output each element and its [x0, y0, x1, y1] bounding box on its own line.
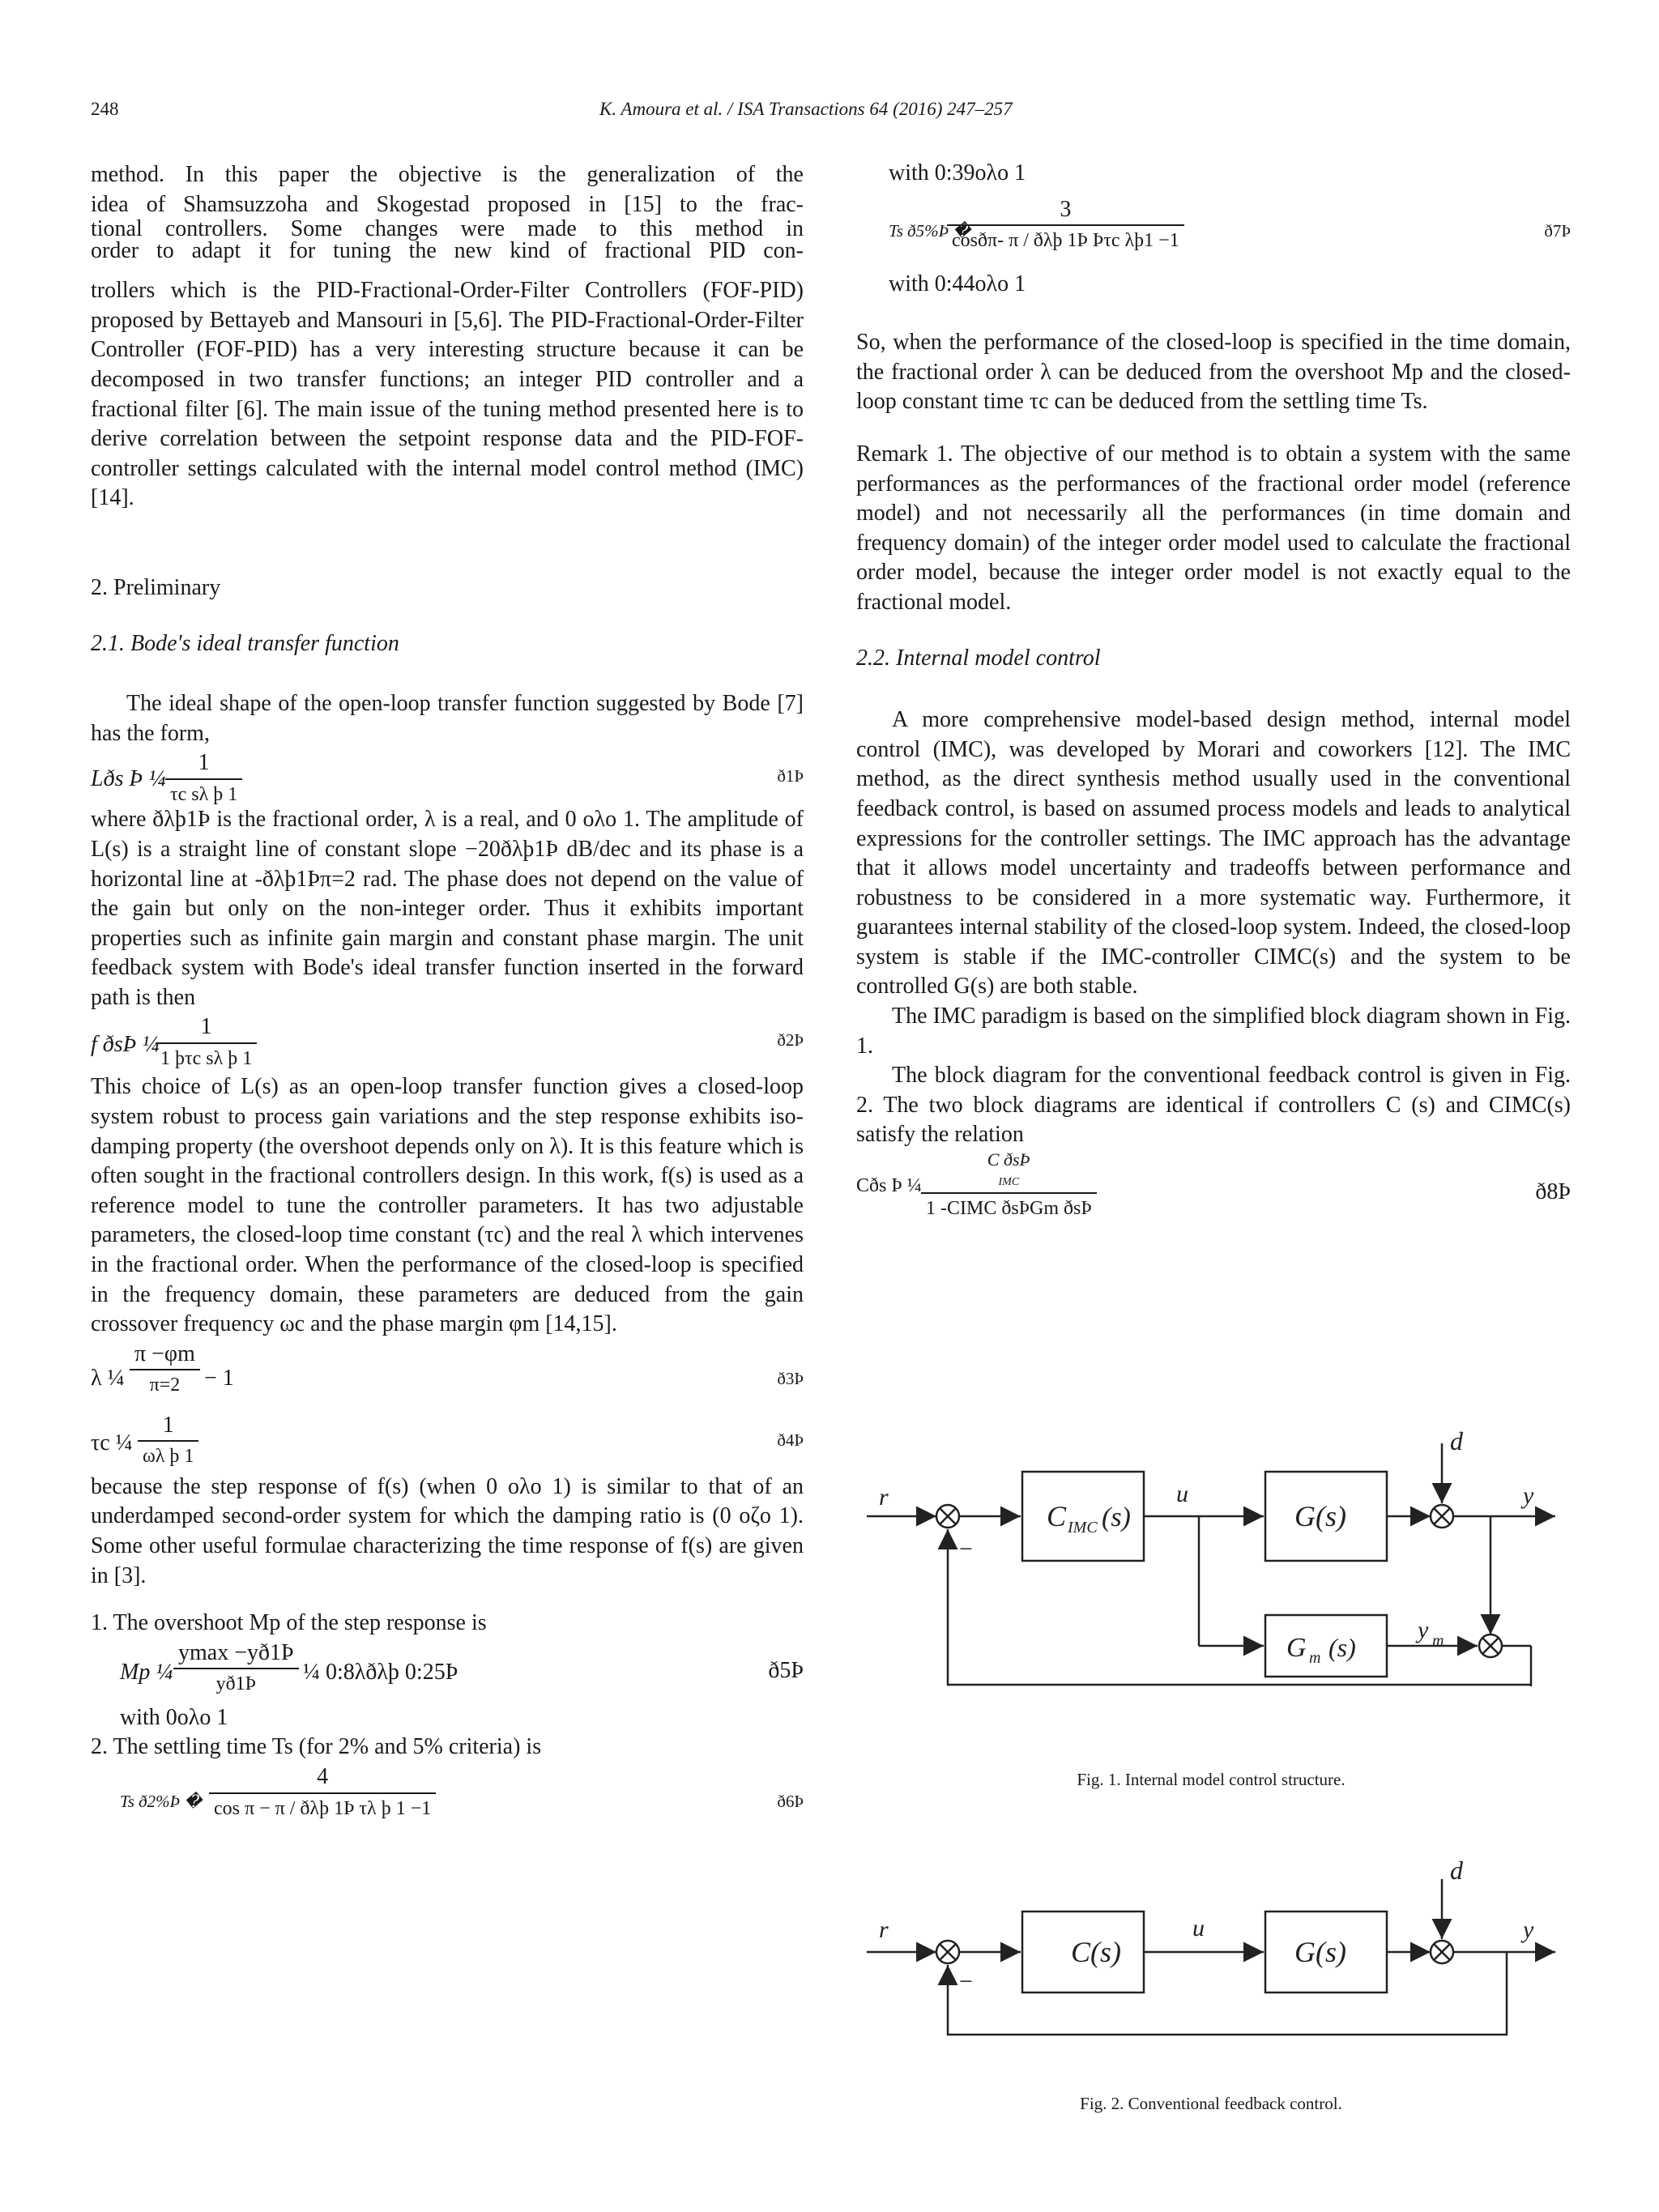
fig1-gm-subscript: m	[1309, 1649, 1321, 1667]
fig1-label-ym-subscript: m	[1432, 1632, 1444, 1650]
block-paragraph: The block diagram for the conventional feedback control is given in Fig. 2. The two block diagrams are identical if controllers C (s) and CIMC(s) satisfy the relation	[856, 1063, 1571, 1148]
eq8-lhs: Cðs Þ ¼	[856, 1175, 922, 1197]
eq3-tail: − 1	[204, 1365, 234, 1391]
fig1-cimc-label: C	[1047, 1500, 1067, 1532]
eq8-numerator-subscript: IMC	[998, 1176, 1020, 1189]
equation-6	[120, 1762, 804, 1831]
eq6-number: ð6Þ	[777, 1791, 804, 1811]
list-item-settling: 2. The settling time Ts (for 2% and 5% criteria) is	[91, 1734, 542, 1760]
running-citation: K. Amoura et al. / ISA Transactions 64 (2016) 247–257	[599, 99, 1013, 119]
eq8-number: ð8Þ	[1535, 1179, 1571, 1205]
intro-line: idea of Shamsuzzoha and Skogestad proposed in [15] to the frac-	[91, 191, 804, 217]
eq6-denominator: cos π − π / ðλþ 1Þ τλ þ 1 −1	[209, 1792, 436, 1824]
left-column	[91, 160, 804, 1831]
figure-2-caption: Fig. 2. Conventional feedback control.	[1080, 2094, 1342, 2113]
figure-1-diagram	[859, 1427, 1563, 1686]
choice-paragraph: This choice of L(s) as an open-loop transfer function gives a closed-loop system robust to process gain variations and the step response exhibits iso-damping property (the overshoot depends only on λ). It is this feature which is often sought in the fractional controllers design. In this work, f(s) is used as a reference model to tune the controller parameters. It has two adjustable parameters, the closed-loop time constant (τc) and the real λ which intervenes in the fractional order. When the performance of the closed-loop is specified in the frequency domain, these parameters are deduced from the gain crossover frequency ωc and the phase margin φm [14,15].	[91, 1074, 804, 1337]
paradigm-paragraph: The IMC paradigm is based on the simplified block diagram shown in Fig. 1.	[856, 1004, 1571, 1059]
imc-paragraph: A more comprehensive model-based design method, internal model control (IMC), was developed by Morari and coworkers [12]. The IMC method, as the direct synthesis method usually used in the conventional feedback control, is based on assumed process models and leads to analytical expressions for the controller settings. The IMC approach has the advantage that it allows model uncertainty and tradeoffs between performance and robustness to be considered in a more systematic way. Furthermore, it guarantees internal stability of the closed-loop system. Indeed, the closed-loop system is stable if the IMC-controller CIMC(s) and the system to be controlled G(s) are both stable.	[856, 707, 1571, 999]
figure-2-diagram	[859, 1847, 1563, 2073]
with-condition: with 0:44oλo 1	[889, 271, 1026, 296]
fig1-label-u: u	[1176, 1481, 1188, 1507]
right-column	[856, 159, 1571, 1223]
where-paragraph: where ðλþ1Þ is the fractional order, λ is a real, and 0 oλo 1. The amplitude of L(s) is a straight line of constant slope −20ðλþ1Þ dB/dec and its phase is a horizontal line at -ðλþ1Þπ=2 rad. The phase does not depend on the value of the gain but only on the non-integer order. Thus it exhibits important properties such as infinite gain margin and constant phase margin. The unit feedback system with Bode's ideal transfer function inserted in the forward path is then	[91, 807, 804, 1010]
fig1-label-ym: y	[1418, 1617, 1429, 1643]
eq4-number: ð4Þ	[777, 1430, 804, 1450]
with-condition: with 0oλo 1	[120, 1704, 228, 1730]
fig2-label-minus: −	[957, 1968, 975, 1995]
fig1-cimc-subscript: IMC	[1068, 1519, 1098, 1536]
fig1-cimc-tail: (s)	[1102, 1502, 1131, 1532]
fig1-g-label: G(s)	[1294, 1500, 1346, 1532]
fig2-c-label: C(s)	[1071, 1936, 1121, 1968]
eq2-denominator: 1 þτc sλ þ 1	[156, 1042, 257, 1074]
eq1-numerator: 1	[198, 750, 210, 776]
fig1-label-r: r	[879, 1484, 889, 1511]
fig1-label-minus: −	[957, 1536, 975, 1562]
subsection-heading: 2.2. Internal model control	[856, 645, 1101, 671]
because-paragraph: because the step response of f(s) (when 0 oλo 1) is similar to that of an underdamped second-order system for which the damping ratio is (0 oζo 1). Some other useful formulae characterizing the time response of f(s) are given in [3].	[91, 1473, 804, 1588]
fig2-g-label: G(s)	[1294, 1936, 1346, 1968]
eq4-denominator: ωλ þ 1	[138, 1440, 198, 1472]
page-number: 248	[91, 99, 119, 119]
eq7-number: ð7Þ	[1544, 220, 1571, 241]
fig1-label-y: y	[1523, 1482, 1534, 1509]
fig2-label-r: r	[879, 1916, 889, 1943]
bode-paragraph: The ideal shape of the open-loop transfer function suggested by Bode [7] has the form,	[91, 691, 804, 746]
eq2-numerator: 1	[200, 1014, 212, 1040]
intro-line: order to adapt it for tuning the new kind of fractional PID con-	[91, 238, 804, 264]
eq5-number: ð5Þ	[768, 1657, 804, 1683]
section-heading: 2. Preliminary	[91, 574, 221, 600]
equation-7	[889, 189, 1571, 270]
eq4-lhs: τc ¼	[91, 1430, 133, 1455]
eq5-tail: ¼ 0:8λðλþ 0:25Þ	[303, 1659, 458, 1685]
list-item-overshoot: 1. The overshoot Mp of the step response is	[91, 1610, 487, 1636]
equation-8	[856, 1150, 1571, 1223]
subsection-heading: 2.1. Bode's ideal transfer function	[91, 630, 399, 656]
eq5-denominator: yð1Þ	[173, 1668, 299, 1699]
remark-paragraph: Remark 1. The objective of our method is to obtain a system with the same performances as the performances of the fractional order model (reference model) and not necessarily all the performances (in time domain and frequency domain) of the integer order model used to calculate the fractional order model, because the integer order model is not exactly equal to the fractional model.	[856, 441, 1571, 615]
eq6-lhs: Ts ð2%Þ �	[120, 1791, 203, 1811]
fig1-gm-tail: (s)	[1328, 1633, 1356, 1662]
eq3-numerator: π −φm	[134, 1340, 195, 1366]
intro-paragraph: trollers which is the PID-Fractional-Order-Filter Controllers (FOF-PID) proposed by Bettayeb and Mansouri in [5,6]. The PID-Fractional-Order-Filter Controller (FOF-PID) has a very interesting structure because it can be decomposed in two transfer functions; an integer PID controller and a fractional filter [6]. The main issue of the tuning method presented here is to derive correlation between the setpoint response data and the PID-FOF-controller settings calculated with the internal model control method (IMC) [14].	[91, 278, 804, 511]
equation-4	[91, 1411, 804, 1473]
fig2-label-y: y	[1523, 1916, 1534, 1943]
intro-line: method. In this paper the objective is the generalization of the	[91, 162, 804, 187]
eq7-numerator: 3	[1060, 196, 1072, 222]
eq2-lhs: f ðsÞ ¼	[91, 1032, 160, 1058]
eq2-number: ð2Þ	[777, 1030, 804, 1051]
equation-2	[91, 1012, 804, 1072]
equation-3	[91, 1340, 804, 1408]
figure-1-caption: Fig. 1. Internal model control structure.	[1077, 1770, 1346, 1789]
eq1-number: ð1Þ	[777, 766, 804, 786]
eq3-number: ð3Þ	[777, 1368, 804, 1388]
eq3-denominator: π=2	[130, 1369, 200, 1400]
eq4-numerator: 1	[162, 1412, 174, 1438]
eq8-denominator: 1 -CIMC ðsÞGm ðsÞ	[921, 1192, 1097, 1224]
intro-line: tional controllers. Some changes were made to this method in	[91, 216, 804, 242]
fig1-label-d: d	[1450, 1427, 1463, 1455]
eq7-denominator: cosðπ- π / ðλþ 1Þ Þτc λþ1 −1	[947, 224, 1184, 256]
eq5-numerator: ymax −yð1Þ	[178, 1639, 294, 1665]
eq3-lhs: λ ¼	[91, 1365, 125, 1391]
fig2-label-d: d	[1450, 1856, 1463, 1885]
so-paragraph: So, when the performance of the closed-loop is specified in the time domain, the fractional order λ can be deduced from the overshoot Mp and the closed-loop constant time τc can be deduced from the settling time Ts.	[856, 330, 1571, 415]
eq1-denominator: τc sλ þ 1	[165, 778, 242, 810]
eq8-numerator: C ðsÞ	[987, 1149, 1030, 1170]
eq5-lhs: Mp ¼	[120, 1659, 173, 1685]
fig2-label-u: u	[1192, 1915, 1205, 1941]
fig1-gm-label: G	[1286, 1633, 1307, 1663]
eq7-lhs: Ts ð5%Þ �	[889, 220, 971, 241]
equation-1	[91, 748, 804, 805]
with-condition: with 0:39oλo 1	[889, 160, 1026, 185]
equation-5	[120, 1639, 804, 1703]
eq1-lhs: Lðs Þ ¼	[91, 766, 166, 792]
eq6-numerator: 4	[317, 1763, 329, 1789]
